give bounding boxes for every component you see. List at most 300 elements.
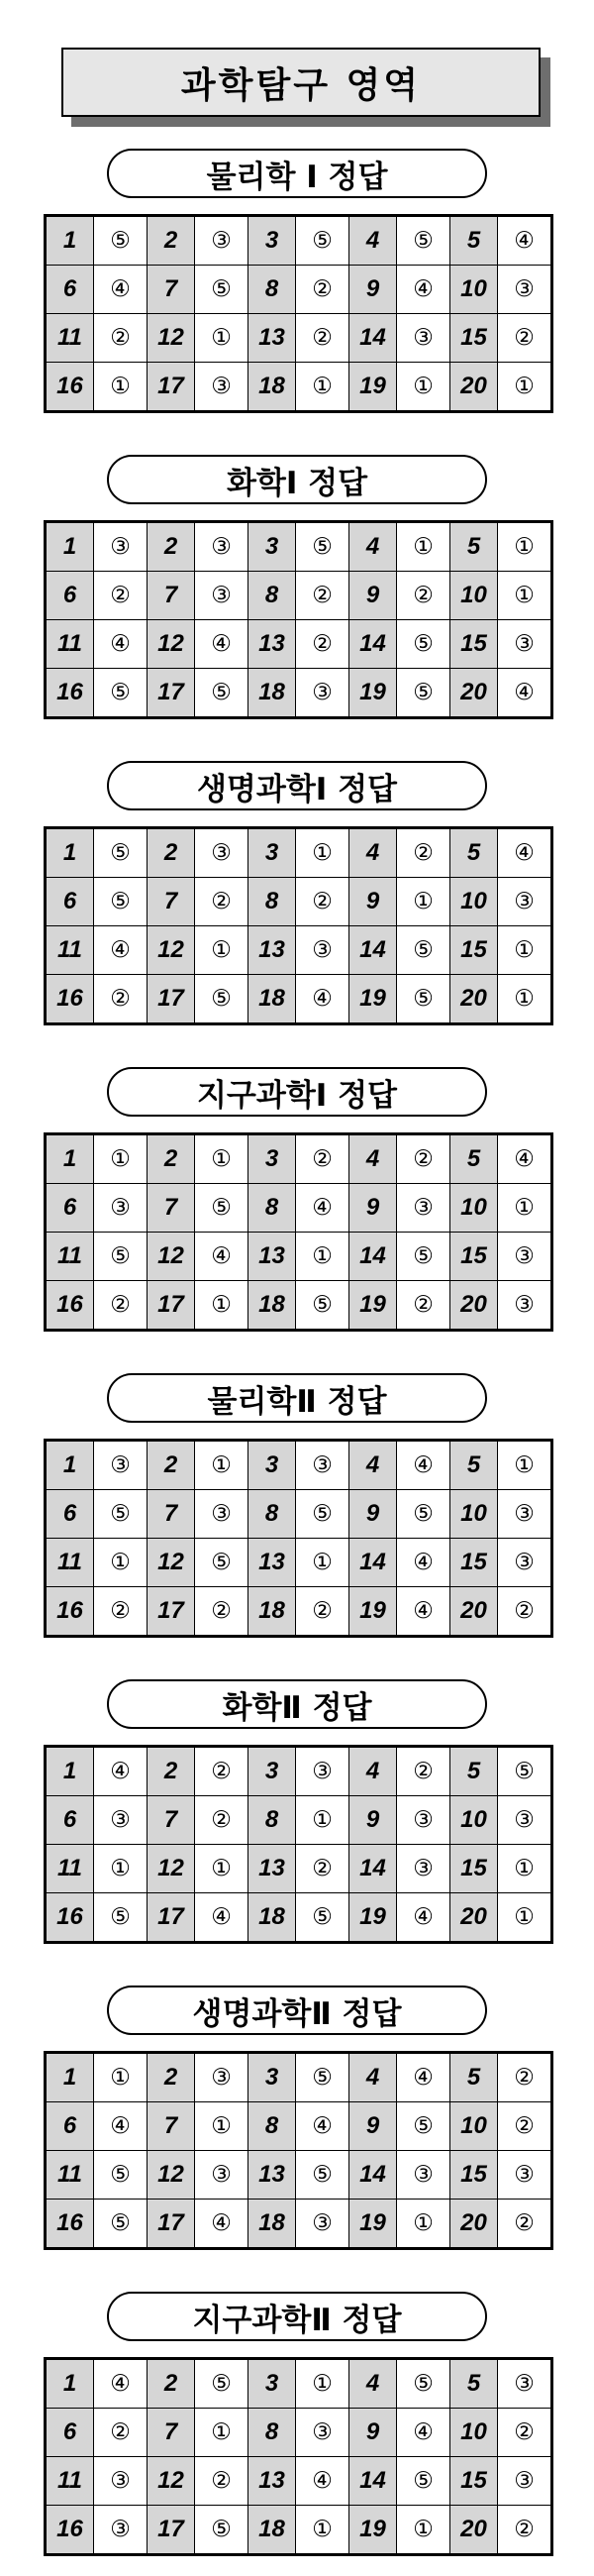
question-number: 5: [450, 1747, 498, 1796]
page-title: 과학탐구 영역: [61, 48, 541, 117]
answer-value: ⑤: [296, 216, 349, 266]
question-number: 17: [148, 975, 195, 1024]
answer-value: ③: [195, 2053, 248, 2102]
question-number: 7: [148, 1184, 195, 1233]
question-number: 6: [46, 1184, 94, 1233]
answer-value: ④: [397, 1587, 450, 1637]
question-number: 15: [450, 1539, 498, 1587]
answer-value: ④: [397, 266, 450, 314]
question-number: 17: [148, 1587, 195, 1637]
answer-value: ③: [498, 620, 552, 669]
question-number: 19: [349, 363, 397, 412]
answer-value: ⑤: [397, 2359, 450, 2409]
answer-value: ①: [498, 1845, 552, 1893]
answer-value: ⑤: [296, 1490, 349, 1539]
question-number: 20: [450, 1587, 498, 1637]
question-number: 17: [148, 1281, 195, 1331]
question-number: 8: [248, 2409, 296, 2457]
table-row: [46, 2506, 552, 2555]
question-number: 20: [450, 2506, 498, 2555]
answer-value: ③: [195, 828, 248, 878]
table-row: [46, 1441, 552, 1490]
question-number: 16: [46, 363, 94, 412]
answer-value: ③: [498, 878, 552, 926]
question-number: 13: [248, 2151, 296, 2200]
answer-value: ④: [195, 1893, 248, 1943]
table-row: [46, 2457, 552, 2506]
answer-value: ③: [195, 363, 248, 412]
question-number: 6: [46, 1490, 94, 1539]
question-number: 19: [349, 669, 397, 718]
question-number: 5: [450, 1441, 498, 1490]
answer-value: ⑤: [296, 1893, 349, 1943]
answer-value: ③: [498, 1233, 552, 1281]
answer-value: ②: [296, 620, 349, 669]
question-number: 20: [450, 2200, 498, 2249]
question-number: 12: [148, 620, 195, 669]
question-number: 16: [46, 2200, 94, 2249]
question-number: 13: [248, 1233, 296, 1281]
answer-value: ③: [498, 1281, 552, 1331]
question-number: 7: [148, 266, 195, 314]
question-number: 19: [349, 975, 397, 1024]
answer-value: ④: [397, 2409, 450, 2457]
answer-value: ③: [195, 1490, 248, 1539]
answer-value: ①: [296, 828, 349, 878]
answer-value: ⑤: [296, 2151, 349, 2200]
table-row: [46, 266, 552, 314]
answer-value: ②: [195, 878, 248, 926]
question-number: 6: [46, 1796, 94, 1845]
answer-table: [44, 826, 553, 1025]
question-number: 6: [46, 266, 94, 314]
table-row: [46, 620, 552, 669]
answer-value: ①: [195, 1845, 248, 1893]
question-number: 14: [349, 2457, 397, 2506]
section-title: 지구과학Ⅰ 정답: [107, 1067, 487, 1117]
table-row: [46, 1233, 552, 1281]
answer-value: ①: [296, 1796, 349, 1845]
answer-value: ④: [94, 926, 148, 975]
question-number: 1: [46, 828, 94, 878]
table-row: [46, 2359, 552, 2409]
question-number: 4: [349, 1441, 397, 1490]
answer-value: ⑤: [397, 620, 450, 669]
answer-value: ②: [296, 266, 349, 314]
answer-value: ①: [195, 2102, 248, 2151]
question-number: 19: [349, 1587, 397, 1637]
section-title: 물리학 Ⅰ 정답: [107, 149, 487, 198]
answer-value: ④: [397, 1893, 450, 1943]
answer-value: ⑤: [397, 216, 450, 266]
answer-value: ③: [296, 669, 349, 718]
answer-value: ⑤: [195, 2506, 248, 2555]
table-row: [46, 2151, 552, 2200]
answer-value: ①: [94, 1539, 148, 1587]
answer-value: ②: [498, 2506, 552, 2555]
answer-value: ③: [296, 2200, 349, 2249]
answer-value: ⑤: [397, 1233, 450, 1281]
table-row: [46, 926, 552, 975]
answer-value: ②: [498, 2409, 552, 2457]
answer-value: ⑤: [296, 522, 349, 572]
question-number: 17: [148, 669, 195, 718]
answer-value: ④: [296, 1184, 349, 1233]
question-number: 9: [349, 1184, 397, 1233]
answer-value: ②: [195, 1587, 248, 1637]
answer-value: ⑤: [195, 266, 248, 314]
question-number: 7: [148, 1796, 195, 1845]
question-number: 11: [46, 1539, 94, 1587]
question-number: 9: [349, 2102, 397, 2151]
answer-value: ①: [498, 363, 552, 412]
answer-value: ②: [195, 1796, 248, 1845]
section-title: 생명과학Ⅰ 정답: [107, 761, 487, 810]
question-number: 6: [46, 2102, 94, 2151]
question-number: 19: [349, 1281, 397, 1331]
question-number: 15: [450, 1233, 498, 1281]
section-title: 화학Ⅱ 정답: [107, 1679, 487, 1729]
answer-value: ①: [195, 1134, 248, 1184]
question-number: 13: [248, 314, 296, 363]
question-number: 20: [450, 669, 498, 718]
table-row: [46, 2102, 552, 2151]
answer-value: ②: [397, 572, 450, 620]
answer-table: [44, 1745, 553, 1944]
table-row: [46, 1539, 552, 1587]
question-number: 19: [349, 2200, 397, 2249]
question-number: 3: [248, 1134, 296, 1184]
question-number: 19: [349, 2506, 397, 2555]
question-number: 7: [148, 2102, 195, 2151]
question-number: 8: [248, 266, 296, 314]
question-number: 14: [349, 1539, 397, 1587]
question-number: 2: [148, 1747, 195, 1796]
answer-value: ②: [94, 314, 148, 363]
question-number: 4: [349, 2053, 397, 2102]
table-row: [46, 828, 552, 878]
question-number: 1: [46, 1747, 94, 1796]
question-number: 18: [248, 669, 296, 718]
question-number: 5: [450, 216, 498, 266]
answer-value: ①: [498, 975, 552, 1024]
question-number: 11: [46, 1233, 94, 1281]
table-row: [46, 2409, 552, 2457]
question-number: 5: [450, 828, 498, 878]
answer-value: ③: [498, 2151, 552, 2200]
question-number: 13: [248, 926, 296, 975]
question-number: 9: [349, 2409, 397, 2457]
answer-value: ①: [296, 1539, 349, 1587]
answer-value: ①: [397, 878, 450, 926]
answer-value: ⑤: [195, 2359, 248, 2409]
question-number: 2: [148, 1441, 195, 1490]
question-number: 3: [248, 1441, 296, 1490]
question-number: 4: [349, 1747, 397, 1796]
table-row: [46, 1845, 552, 1893]
question-number: 4: [349, 216, 397, 266]
answer-value: ⑤: [94, 1893, 148, 1943]
question-number: 18: [248, 2506, 296, 2555]
answer-value: ④: [94, 2359, 148, 2409]
question-number: 20: [450, 975, 498, 1024]
table-row: [46, 572, 552, 620]
question-number: 14: [349, 926, 397, 975]
answer-value: ⑤: [296, 1281, 349, 1331]
answer-table: [44, 2357, 553, 2556]
table-row: [46, 1134, 552, 1184]
answer-value: ①: [296, 2506, 349, 2555]
answer-value: ④: [94, 620, 148, 669]
answer-value: ④: [498, 828, 552, 878]
question-number: 6: [46, 2409, 94, 2457]
answer-value: ②: [296, 878, 349, 926]
answer-table: [44, 214, 553, 413]
answer-value: ①: [498, 1893, 552, 1943]
question-number: 2: [148, 828, 195, 878]
answer-value: ③: [397, 1184, 450, 1233]
question-number: 12: [148, 1233, 195, 1281]
section-title: 지구과학Ⅱ 정답: [107, 2292, 487, 2341]
answer-value: ②: [397, 1747, 450, 1796]
answer-value: ⑤: [94, 1490, 148, 1539]
answer-value: ⑤: [94, 216, 148, 266]
question-number: 13: [248, 1539, 296, 1587]
question-number: 16: [46, 669, 94, 718]
question-number: 7: [148, 1490, 195, 1539]
question-number: 11: [46, 1845, 94, 1893]
answer-value: ①: [498, 522, 552, 572]
answer-value: ③: [397, 1845, 450, 1893]
answer-value: ①: [296, 363, 349, 412]
question-number: 14: [349, 2151, 397, 2200]
question-number: 10: [450, 572, 498, 620]
question-number: 9: [349, 1490, 397, 1539]
answer-value: ①: [397, 363, 450, 412]
question-number: 9: [349, 572, 397, 620]
answer-value: ①: [195, 1281, 248, 1331]
question-number: 12: [148, 1539, 195, 1587]
answer-value: ②: [296, 1845, 349, 1893]
answer-value: ④: [296, 2102, 349, 2151]
answer-value: ③: [397, 2151, 450, 2200]
answer-value: ②: [397, 1281, 450, 1331]
answer-value: ④: [195, 620, 248, 669]
answer-value: ③: [94, 1441, 148, 1490]
answer-value: ⑤: [397, 926, 450, 975]
answer-value: ③: [498, 2359, 552, 2409]
answer-value: ⑤: [94, 878, 148, 926]
answer-value: ③: [397, 314, 450, 363]
question-number: 8: [248, 1490, 296, 1539]
answer-value: ①: [498, 572, 552, 620]
answer-value: ②: [296, 314, 349, 363]
answer-value: ③: [195, 2151, 248, 2200]
question-number: 4: [349, 1134, 397, 1184]
answer-table: [44, 520, 553, 719]
question-number: 2: [148, 1134, 195, 1184]
answer-value: ②: [296, 572, 349, 620]
question-number: 18: [248, 2200, 296, 2249]
question-number: 15: [450, 314, 498, 363]
answer-value: ②: [498, 2200, 552, 2249]
question-number: 9: [349, 1796, 397, 1845]
question-number: 1: [46, 522, 94, 572]
table-row: [46, 975, 552, 1024]
answer-value: ④: [397, 1539, 450, 1587]
answer-value: ⑤: [397, 2102, 450, 2151]
answer-value: ②: [94, 975, 148, 1024]
section-title: 화학Ⅰ 정답: [107, 455, 487, 504]
answer-value: ②: [296, 1587, 349, 1637]
question-number: 18: [248, 1281, 296, 1331]
question-number: 10: [450, 2102, 498, 2151]
answer-value: ①: [94, 2053, 148, 2102]
question-number: 14: [349, 314, 397, 363]
question-number: 6: [46, 572, 94, 620]
question-number: 11: [46, 314, 94, 363]
question-number: 12: [148, 1845, 195, 1893]
table-row: [46, 314, 552, 363]
question-number: 10: [450, 2409, 498, 2457]
answer-value: ⑤: [94, 1233, 148, 1281]
answer-value: ①: [397, 522, 450, 572]
question-number: 2: [148, 2053, 195, 2102]
answer-value: ②: [498, 2102, 552, 2151]
question-number: 4: [349, 522, 397, 572]
answer-value: ③: [94, 2506, 148, 2555]
answer-value: ③: [498, 266, 552, 314]
table-row: [46, 2053, 552, 2102]
answer-value: ②: [296, 1134, 349, 1184]
question-number: 14: [349, 1845, 397, 1893]
answer-value: ③: [296, 1441, 349, 1490]
question-number: 17: [148, 1893, 195, 1943]
answer-value: ②: [94, 572, 148, 620]
question-number: 16: [46, 1281, 94, 1331]
answer-value: ⑤: [195, 669, 248, 718]
answer-value: ①: [94, 363, 148, 412]
question-number: 1: [46, 1134, 94, 1184]
table-row: [46, 363, 552, 412]
table-row: [46, 1281, 552, 1331]
question-number: 4: [349, 828, 397, 878]
answer-value: ④: [498, 216, 552, 266]
question-number: 16: [46, 1893, 94, 1943]
answer-value: ①: [498, 1441, 552, 1490]
answer-table: [44, 1132, 553, 1332]
question-number: 5: [450, 2053, 498, 2102]
question-number: 12: [148, 2457, 195, 2506]
question-number: 2: [148, 216, 195, 266]
question-number: 1: [46, 216, 94, 266]
question-number: 15: [450, 2151, 498, 2200]
question-number: 10: [450, 1796, 498, 1845]
question-number: 5: [450, 1134, 498, 1184]
table-row: [46, 1747, 552, 1796]
question-number: 17: [148, 2200, 195, 2249]
question-number: 3: [248, 522, 296, 572]
question-number: 3: [248, 216, 296, 266]
answer-value: ⑤: [397, 669, 450, 718]
table-row: [46, 216, 552, 266]
question-number: 2: [148, 2359, 195, 2409]
question-number: 7: [148, 572, 195, 620]
answer-value: ④: [397, 1441, 450, 1490]
question-number: 14: [349, 1233, 397, 1281]
answer-value: ⑤: [94, 828, 148, 878]
question-number: 13: [248, 1845, 296, 1893]
table-row: [46, 2200, 552, 2249]
question-number: 8: [248, 572, 296, 620]
answer-value: ③: [296, 2409, 349, 2457]
answer-value: ⑤: [195, 1184, 248, 1233]
question-number: 9: [349, 266, 397, 314]
answer-value: ①: [195, 314, 248, 363]
answer-value: ⑤: [397, 1490, 450, 1539]
answer-value: ⑤: [195, 975, 248, 1024]
answer-value: ①: [195, 1441, 248, 1490]
question-number: 18: [248, 1893, 296, 1943]
answer-value: ②: [195, 2457, 248, 2506]
question-number: 16: [46, 2506, 94, 2555]
answer-value: ③: [498, 2457, 552, 2506]
table-row: [46, 1587, 552, 1637]
question-number: 11: [46, 2151, 94, 2200]
table-row: [46, 1796, 552, 1845]
answer-value: ⑤: [397, 975, 450, 1024]
answer-value: ⑤: [296, 2053, 349, 2102]
answer-value: ④: [195, 1233, 248, 1281]
answer-value: ①: [397, 2200, 450, 2249]
answer-value: ⑤: [195, 1539, 248, 1587]
answer-value: ②: [397, 828, 450, 878]
section-title: 생명과학Ⅱ 정답: [107, 1986, 487, 2035]
answer-value: ①: [195, 926, 248, 975]
answer-value: ④: [498, 669, 552, 718]
table-row: [46, 1184, 552, 1233]
question-number: 15: [450, 620, 498, 669]
section-title: 물리학Ⅱ 정답: [107, 1373, 487, 1423]
question-number: 16: [46, 1587, 94, 1637]
answer-value: ②: [498, 1587, 552, 1637]
question-number: 17: [148, 363, 195, 412]
question-number: 10: [450, 878, 498, 926]
question-number: 8: [248, 2102, 296, 2151]
question-number: 8: [248, 1796, 296, 1845]
question-number: 18: [248, 1587, 296, 1637]
question-number: 11: [46, 926, 94, 975]
question-number: 10: [450, 266, 498, 314]
answer-value: ③: [296, 926, 349, 975]
answer-value: ①: [498, 926, 552, 975]
question-number: 15: [450, 2457, 498, 2506]
answer-value: ①: [498, 1184, 552, 1233]
question-number: 20: [450, 1281, 498, 1331]
answer-value: ③: [195, 572, 248, 620]
answer-value: ③: [94, 1184, 148, 1233]
answer-value: ④: [397, 2053, 450, 2102]
question-number: 2: [148, 522, 195, 572]
table-row: [46, 878, 552, 926]
answer-value: ②: [94, 1281, 148, 1331]
question-number: 10: [450, 1490, 498, 1539]
answer-value: ④: [296, 975, 349, 1024]
answer-value: ③: [498, 1539, 552, 1587]
answer-value: ⑤: [397, 2457, 450, 2506]
answer-value: ①: [195, 2409, 248, 2457]
question-number: 5: [450, 522, 498, 572]
